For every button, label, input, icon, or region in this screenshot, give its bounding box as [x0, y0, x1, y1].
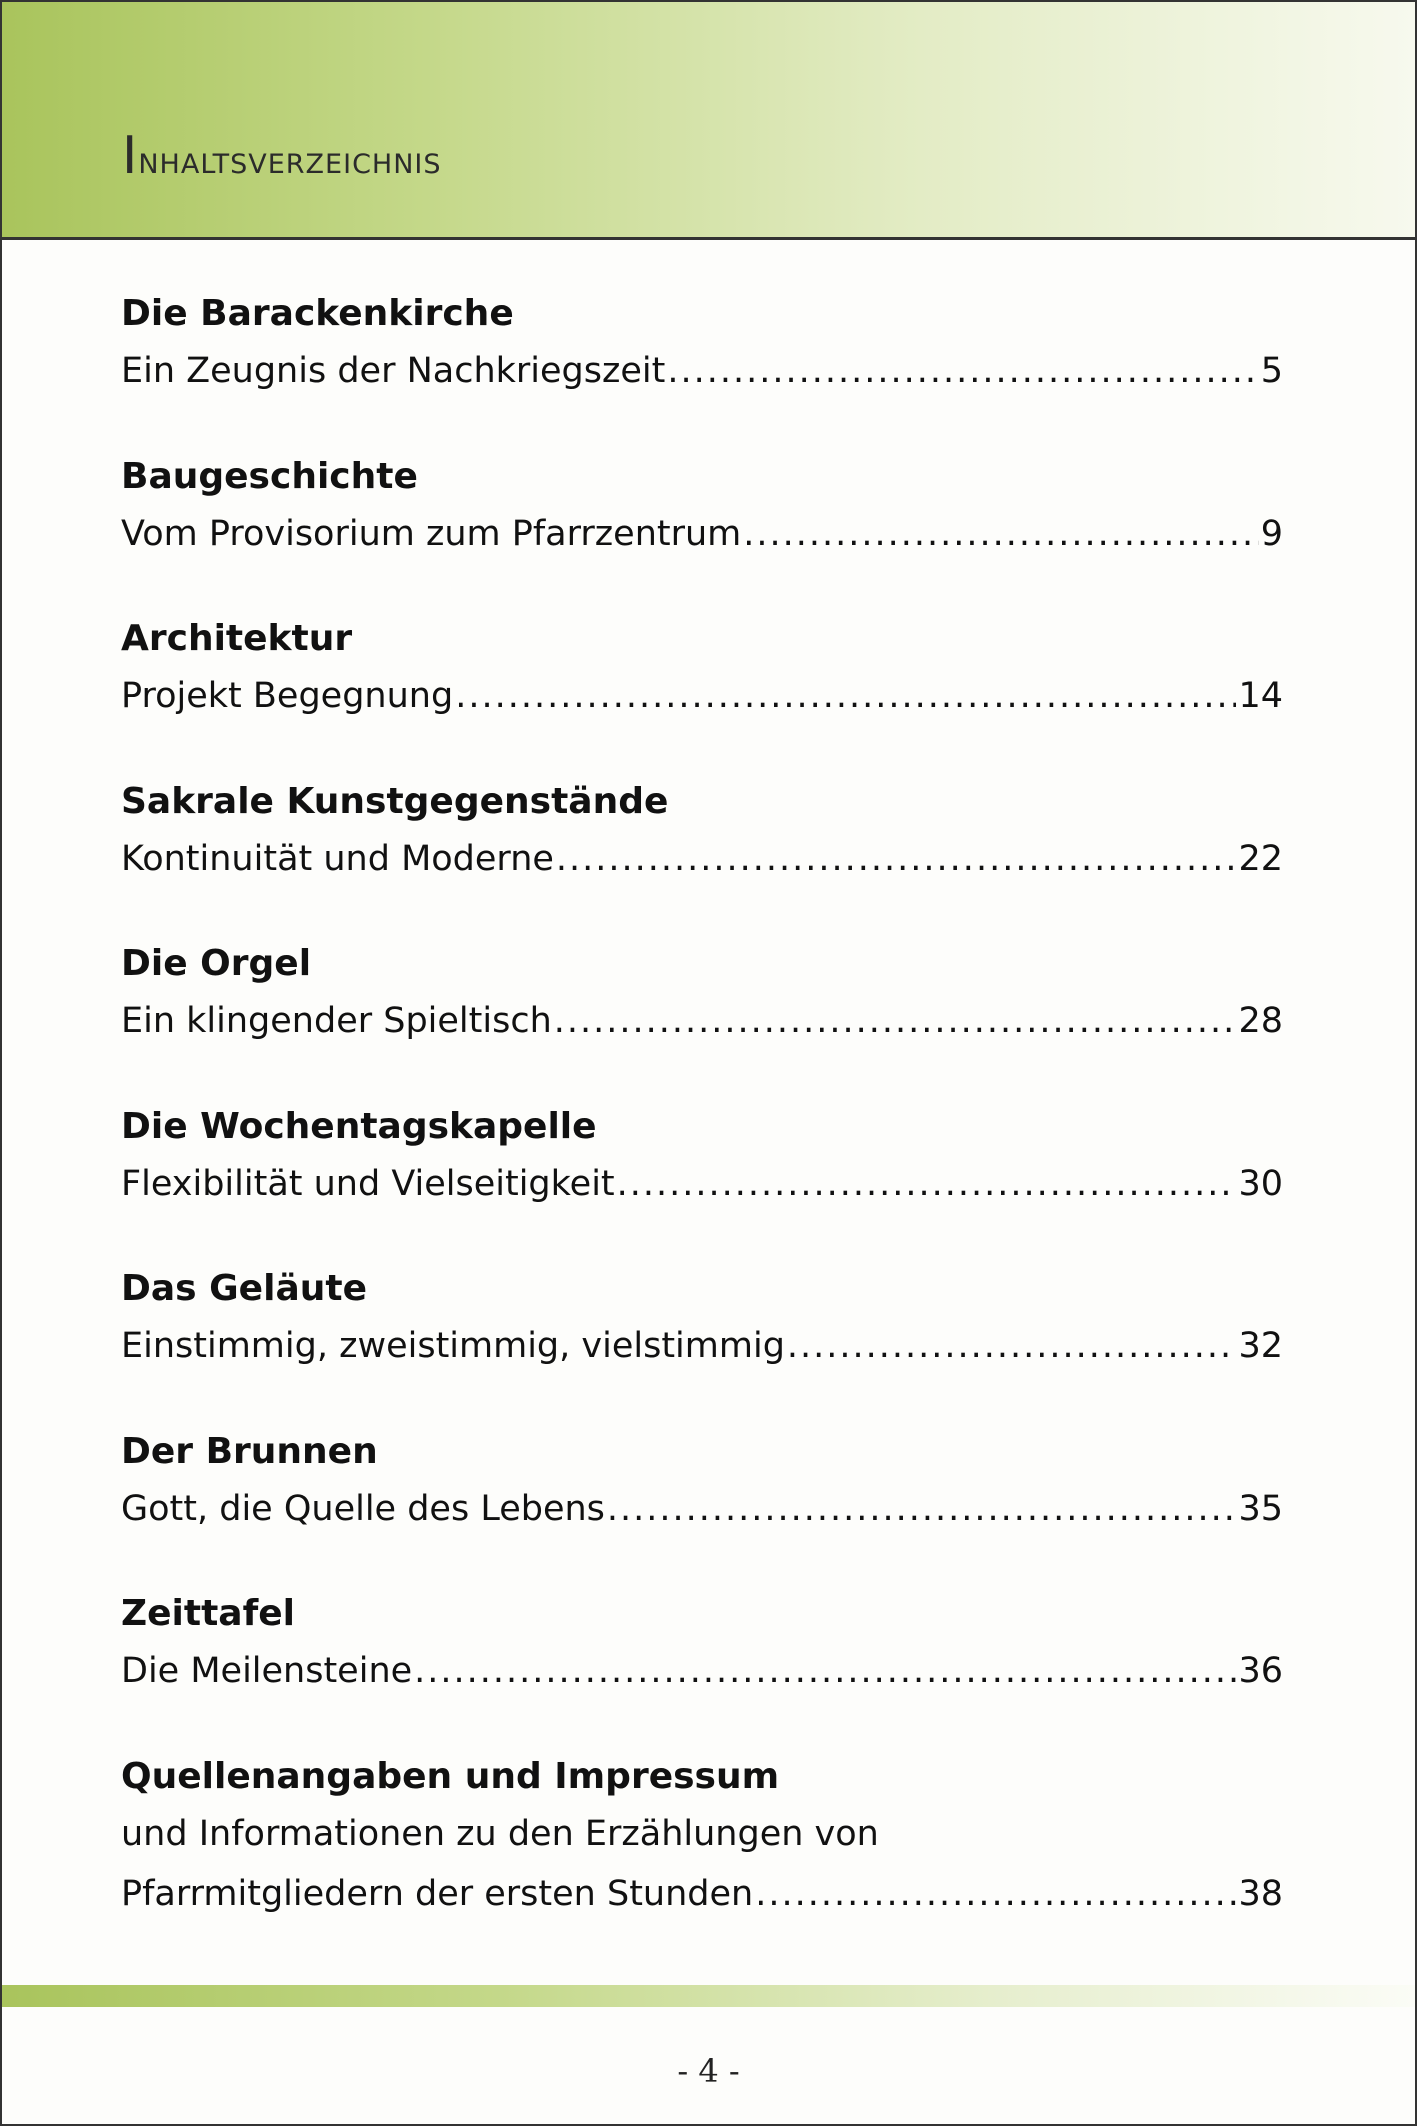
toc-entry-line — [121, 341, 1283, 401]
dot-leader — [554, 991, 1237, 1051]
dot-leader — [607, 1479, 1237, 1539]
toc-entry-title: Der Brunnen — [121, 1430, 378, 1472]
toc-entry-title: Baugeschichte — [121, 455, 418, 497]
dot-leader — [455, 666, 1236, 726]
footer-band — [2, 1985, 1415, 2007]
toc-entry-subtitle: Flexibilität und Vielseitigkeit — [121, 1163, 615, 1204]
toc-entry[interactable] — [121, 1750, 1283, 1913]
toc-entry-title: Die Wochentagskapelle — [121, 1105, 597, 1147]
dot-leader — [667, 341, 1258, 401]
table-of-contents — [121, 287, 1283, 1912]
toc-entry-subtitle: Vom Provisorium zum Pfarrzentrum — [121, 513, 742, 554]
toc-entry-subtitle: Die Meilensteine — [121, 1651, 413, 1691]
toc-entry-subtitle: Ein Zeugnis der Nachkriegszeit — [121, 351, 666, 391]
toc-entry-page: 9 — [1260, 513, 1283, 554]
toc-entry-subtitle: und Informationen zu den Erzählungen von — [121, 1813, 879, 1854]
toc-entry[interactable] — [121, 937, 1283, 1100]
toc-entry-subtitle: Pfarrmitgliedern der ersten Stunden — [121, 1873, 754, 1914]
toc-entry-line — [121, 1641, 1283, 1701]
toc-entry-subtitle: Gott, die Quelle des Lebens — [121, 1488, 605, 1529]
dot-leader — [556, 829, 1237, 889]
toc-entry-page: 30 — [1238, 1163, 1283, 1204]
toc-entry-title: Quellenangaben und Impressum — [121, 1755, 780, 1797]
toc-entry-subtitle: Einstimmig, zweistimmig, vielstimmig — [121, 1326, 785, 1366]
toc-entry-page: 32 — [1238, 1326, 1283, 1366]
toc-entry-page: 35 — [1238, 1488, 1283, 1529]
toc-entry[interactable] — [121, 450, 1283, 613]
toc-entry-page: 22 — [1238, 838, 1283, 879]
toc-entry-title: Architektur — [121, 618, 353, 659]
header-band — [2, 2, 1415, 237]
dot-leader — [755, 1864, 1236, 1924]
toc-entry[interactable] — [121, 1100, 1283, 1263]
toc-entry-line — [121, 1864, 1283, 1924]
toc-entry[interactable] — [121, 612, 1283, 775]
toc-entry-title: Die Orgel — [121, 943, 312, 984]
toc-entry-title: Das Geläute — [121, 1268, 367, 1309]
dot-leader — [743, 504, 1258, 564]
dot-leader — [414, 1641, 1236, 1701]
toc-entry-page: 14 — [1238, 676, 1283, 716]
toc-entry-subtitle: Projekt Begegnung — [121, 676, 454, 716]
toc-entry-line — [121, 1316, 1283, 1376]
toc-entry-title: Sakrale Kunstgegenstände — [121, 780, 669, 822]
toc-entry[interactable] — [121, 775, 1283, 938]
toc-entry[interactable] — [121, 1262, 1283, 1425]
toc-entry-page: 38 — [1238, 1873, 1283, 1914]
toc-entry-line — [121, 991, 1283, 1051]
dot-leader — [787, 1316, 1237, 1376]
toc-entry-line — [121, 666, 1283, 726]
toc-entry-line — [121, 504, 1283, 564]
toc-entry-page: 36 — [1238, 1651, 1283, 1691]
toc-entry-page: 28 — [1238, 1001, 1283, 1041]
header-divider — [2, 237, 1415, 240]
toc-entry-line — [121, 1154, 1283, 1214]
page-number: - 4 - — [677, 2052, 740, 2090]
toc-entry-line — [121, 829, 1283, 889]
toc-entry-subtitle: Kontinuität und Moderne — [121, 838, 554, 879]
toc-entry-page: 5 — [1260, 351, 1283, 391]
toc-entry[interactable] — [121, 1425, 1283, 1588]
toc-entry-subtitle: Ein klingender Spieltisch — [121, 1001, 552, 1041]
toc-entry-title: Die Barackenkirche — [121, 293, 514, 334]
toc-entry[interactable] — [121, 287, 1283, 450]
toc-entry-title: Zeittafel — [121, 1593, 295, 1634]
page-title: Inhaltsverzeichnis — [122, 126, 442, 186]
toc-entry-line — [121, 1479, 1283, 1539]
toc-entry[interactable] — [121, 1587, 1283, 1750]
dot-leader — [617, 1154, 1237, 1214]
